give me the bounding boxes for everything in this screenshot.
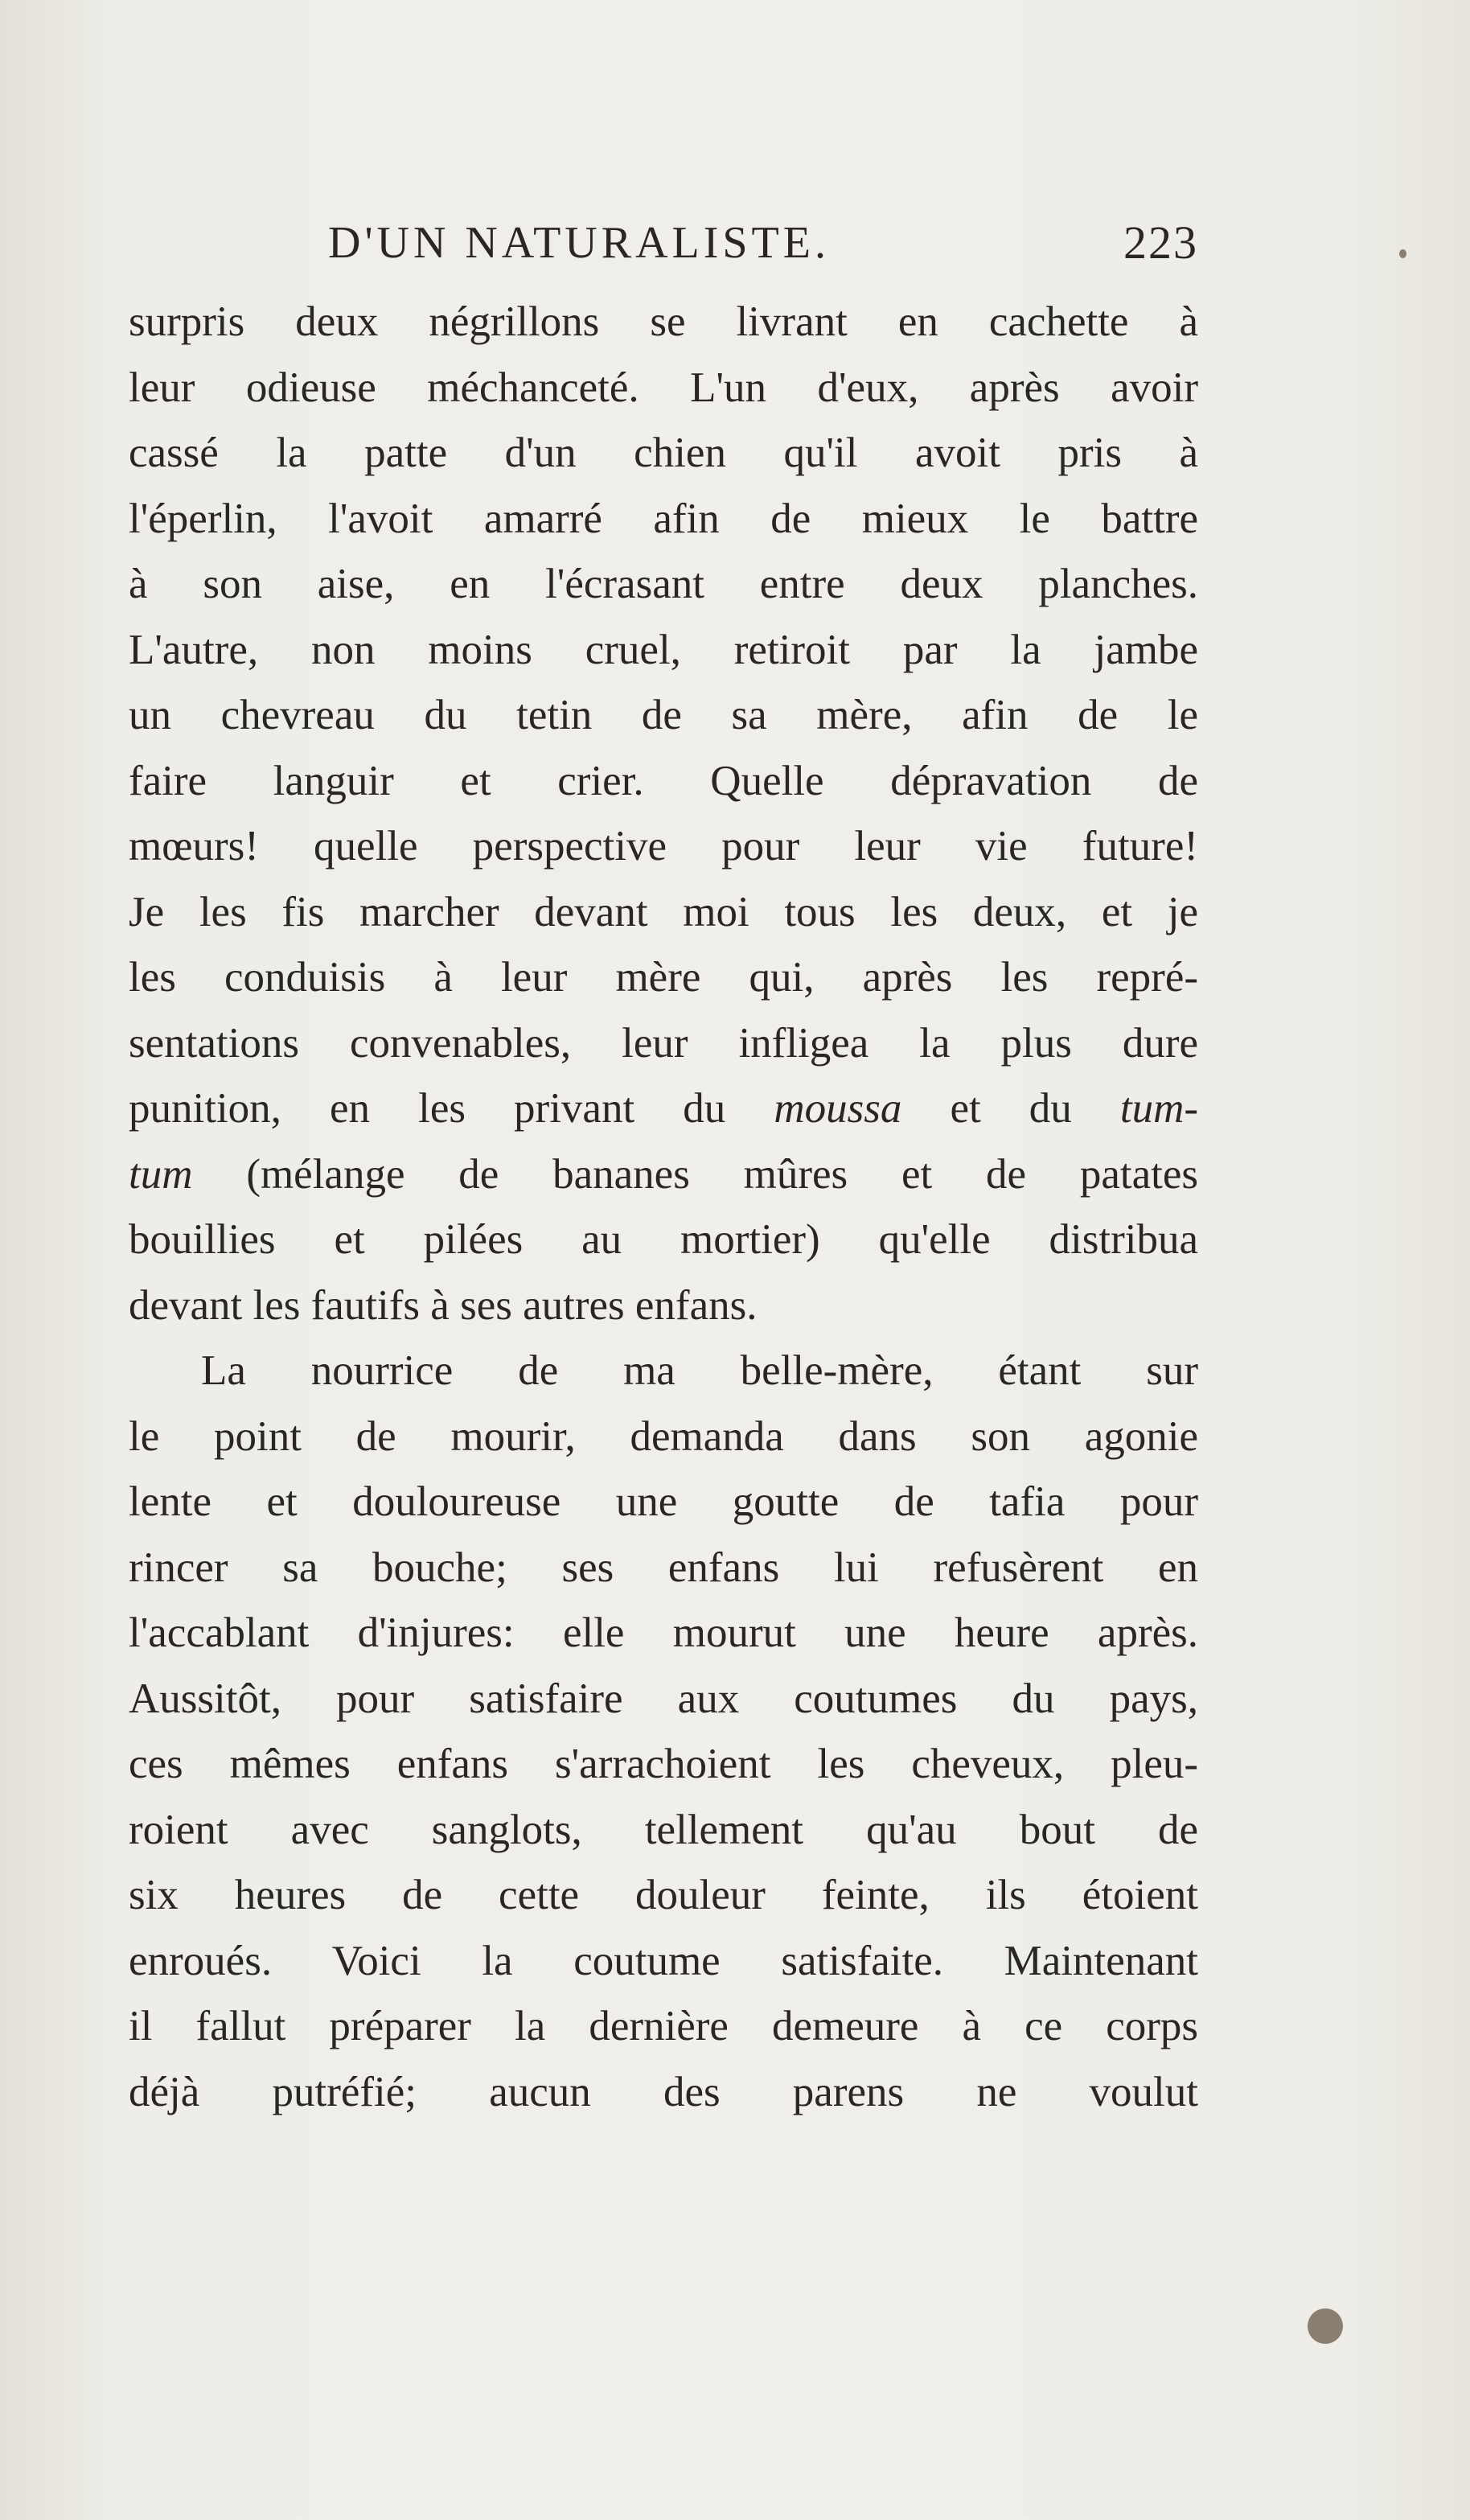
- text-line: [129, 1076, 1198, 1142]
- text-line: roient avec sanglots, tellement qu'au bout de: [129, 1806, 1198, 1853]
- text-line: ces mêmes enfans s'arrachoient les cheveux, pleu-: [129, 1741, 1198, 1787]
- text-line: rincer sa bouche; ses enfans lui refusèrent en: [129, 1544, 1198, 1591]
- text-line: mœurs! quelle perspective pour leur vie future!: [129, 823, 1198, 869]
- body-text: [129, 290, 1198, 2125]
- paragraph-first-line: La nourrice de ma belle-mère, étant sur: [201, 1347, 1198, 1394]
- text-run: punition, en les privant du: [129, 1085, 726, 1132]
- running-head: [129, 211, 1198, 275]
- italic-term-tumtum-start: tum-: [1119, 1085, 1198, 1132]
- italic-term-moussa: moussa: [774, 1085, 902, 1132]
- text-line: [129, 1142, 1198, 1208]
- text-line: les conduisis à leur mère qui, après les repré-: [129, 954, 1198, 1001]
- text-line: Aussitôt, pour satisfaire aux coutumes du pays,: [129, 1675, 1198, 1722]
- text-line: lente et douloureuse une goutte de tafia pour: [129, 1478, 1198, 1525]
- paper-stain: [1308, 2308, 1343, 2344]
- text-line: l'accablant d'injures: elle mourut une heure après.: [129, 1609, 1198, 1656]
- text-line: l'éperlin, l'avoit amarré afin de mieux le battre: [129, 495, 1198, 542]
- text-line: L'autre, non moins cruel, retiroit par la jambe: [129, 626, 1198, 673]
- text-line: faire languir et crier. Quelle dépravation de: [129, 757, 1198, 804]
- text-line: à son aise, en l'écrasant entre deux planches.: [129, 561, 1198, 607]
- italic-term-tumtum-end: tum: [129, 1150, 193, 1198]
- text-line: bouillies et pilées au mortier) qu'elle distribua: [129, 1216, 1198, 1263]
- text-line: sentations convenables, leur infligea la plus dure: [129, 1019, 1198, 1067]
- text-line: six heures de cette douleur feinte, ils étoient: [129, 1872, 1198, 1918]
- text-line: leur odieuse méchanceté. L'un d'eux, après avoir: [129, 364, 1198, 411]
- text-line: un chevreau du tetin de sa mère, afin de le: [129, 692, 1198, 738]
- paper-speck: [1399, 249, 1406, 258]
- text-line: il fallut préparer la dernière demeure à ce corps: [129, 2003, 1198, 2049]
- running-title: D'UN NATURALISTE.: [328, 218, 830, 268]
- text-line: le point de mourir, demanda dans son agonie: [129, 1412, 1198, 1460]
- text-line: enroués. Voici la coutume satisfaite. Maintenant: [129, 1937, 1198, 1984]
- text-run: et du: [950, 1085, 1072, 1132]
- text-line: devant les fautifs à ses autres enfans.: [129, 1281, 758, 1329]
- text-run: (mélange de bananes mûres et de patates: [246, 1150, 1198, 1198]
- text-line: surpris deux négrillons se livrant en cachette à: [129, 298, 1198, 345]
- text-line: déjà putréfié; aucun des parens ne voulut: [129, 2068, 1198, 2115]
- page-number: 223: [1123, 216, 1198, 269]
- text-line: cassé la patte d'un chien qu'il avoit pris à: [129, 430, 1198, 476]
- text-line: Je les fis marcher devant moi tous les deux, et je: [129, 888, 1198, 935]
